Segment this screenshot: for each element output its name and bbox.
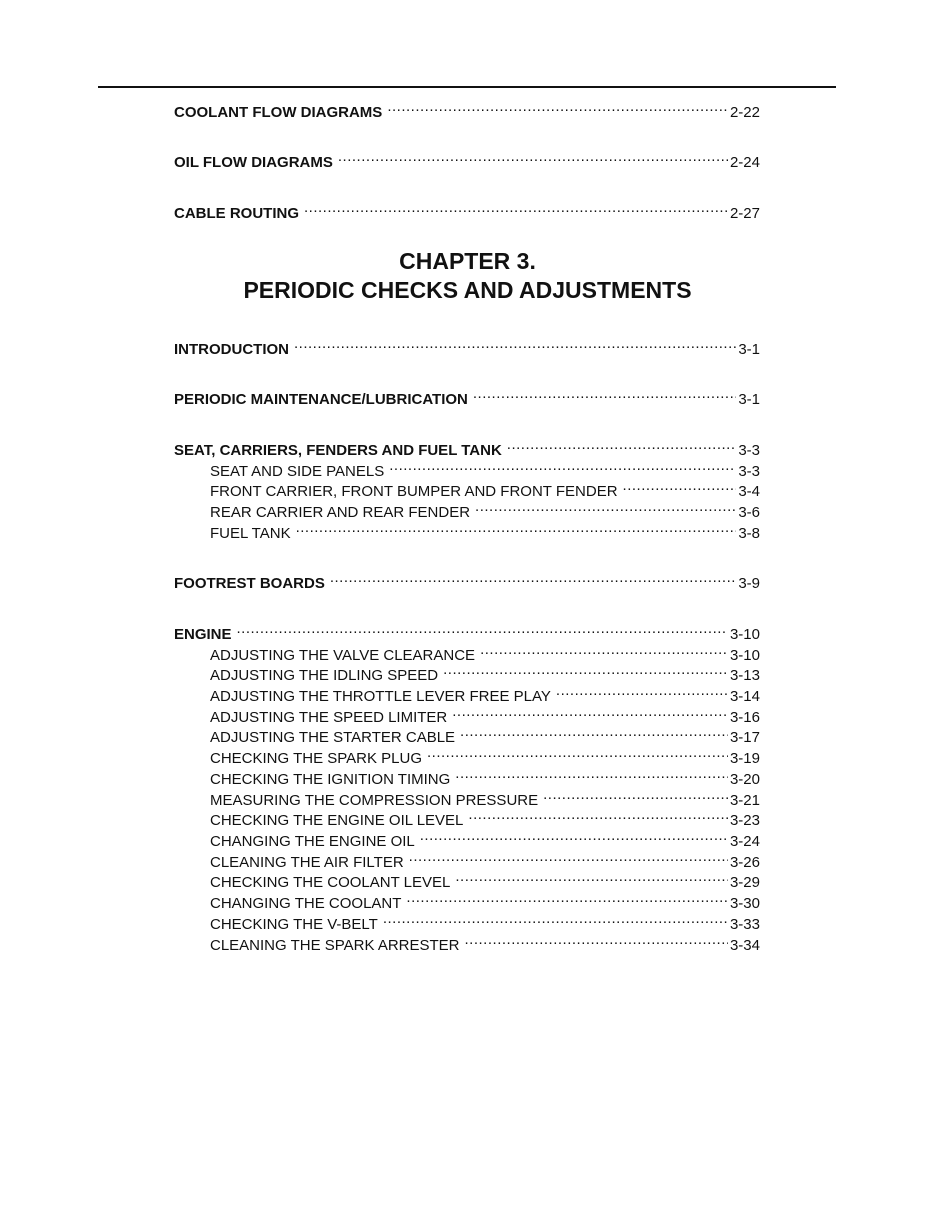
dot-leader	[623, 476, 737, 496]
toc-section-engine[interactable]	[174, 619, 760, 643]
toc-section-page: 3-1	[738, 341, 760, 358]
toc-subentry-page: 3-4	[738, 483, 760, 500]
toc-entry-title: COOLANT FLOW DIAGRAMS	[174, 104, 383, 121]
toc-subentry-title: CLEANING THE SPARK ARRESTER	[210, 937, 460, 954]
dot-leader	[338, 147, 728, 167]
toc-subentry-page: 3-30	[729, 895, 760, 912]
toc-subentry-title: CHANGING THE COOLANT	[210, 895, 402, 912]
toc-section-page: 3-3	[738, 442, 760, 459]
toc-section-title: FOOTREST BOARDS	[174, 575, 325, 592]
dot-leader	[296, 518, 737, 538]
toc-subentry[interactable]	[210, 888, 760, 912]
toc-subentry-page: 3-29	[729, 874, 760, 891]
toc-entry-page: 2-22	[729, 104, 760, 121]
dot-leader	[406, 888, 728, 908]
toc-subentry[interactable]	[210, 930, 760, 954]
toc-subentry-title: FUEL TANK	[210, 525, 291, 542]
toc-subentry-page: 3-33	[729, 916, 760, 933]
dot-leader	[475, 497, 736, 517]
toc-subentry-title: SEAT AND SIDE PANELS	[210, 463, 385, 480]
dot-leader	[465, 930, 728, 950]
dot-leader	[389, 456, 736, 476]
toc-subentry-title: ADJUSTING THE SPEED LIMITER	[210, 709, 448, 726]
toc-subentry-page: 3-8	[738, 525, 760, 542]
dot-leader	[383, 909, 728, 929]
toc-subentry[interactable]	[210, 764, 760, 788]
toc-entry-oil-flow-diagrams[interactable]	[174, 147, 760, 171]
dot-leader	[473, 384, 736, 404]
dot-leader	[420, 826, 728, 846]
toc-section-periodic-maintenance[interactable]	[174, 384, 760, 408]
toc-subentry[interactable]	[210, 847, 760, 871]
toc-section-footrest-boards[interactable]	[174, 568, 760, 592]
toc-subentry-page: 3-6	[738, 504, 760, 521]
dot-leader	[455, 867, 728, 887]
toc-section-page: 3-10	[729, 626, 760, 643]
toc-subentry-page: 3-10	[729, 647, 760, 664]
toc-subentry-page: 3-23	[729, 812, 760, 829]
toc-subentry[interactable]	[210, 867, 760, 891]
top-rule	[98, 86, 836, 88]
dot-leader	[237, 619, 728, 639]
toc-section-page: 3-1	[738, 391, 760, 408]
dot-leader	[294, 334, 736, 354]
toc-subentry-page: 3-21	[729, 792, 760, 809]
toc-section-introduction[interactable]	[174, 334, 760, 358]
toc-subentry-page: 3-3	[738, 463, 760, 480]
toc-subentry[interactable]	[210, 660, 760, 684]
dot-leader	[304, 198, 728, 218]
toc-entry-title: CABLE ROUTING	[174, 205, 299, 222]
toc-section-title: ENGINE	[174, 626, 232, 643]
dot-leader	[507, 435, 737, 455]
dot-leader	[543, 785, 728, 805]
dot-leader	[443, 660, 728, 680]
toc-subentry[interactable]	[210, 702, 760, 726]
toc-subentry[interactable]	[210, 640, 760, 664]
toc-subentry-title: CHECKING THE V-BELT	[210, 916, 378, 933]
toc-section-seat-carriers-fenders[interactable]	[174, 435, 760, 459]
toc-subentry[interactable]	[210, 743, 760, 767]
chapter-number-heading: CHAPTER 3.	[399, 248, 536, 274]
toc-subentry-title: CHECKING THE COOLANT LEVEL	[210, 874, 451, 891]
toc-subentry[interactable]	[210, 785, 760, 809]
toc-subentry[interactable]	[210, 518, 760, 542]
toc-section-title: SEAT, CARRIERS, FENDERS AND FUEL TANK	[174, 442, 502, 459]
toc-subentry-page: 3-19	[729, 750, 760, 767]
toc-subentry-page: 3-13	[729, 667, 760, 684]
dot-leader	[409, 847, 728, 867]
toc-subentry-page: 3-34	[729, 937, 760, 954]
toc-subentry-title: MEASURING THE COMPRESSION PRESSURE	[210, 792, 539, 809]
dot-leader	[452, 702, 728, 722]
toc-subentry-title: ADJUSTING THE VALVE CLEARANCE	[210, 647, 476, 664]
toc-entry-page: 2-27	[729, 205, 760, 222]
toc-subentry-page: 3-14	[729, 688, 760, 705]
toc-subentry-title: CHECKING THE IGNITION TIMING	[210, 771, 451, 788]
toc-subentry-page: 3-26	[729, 854, 760, 871]
toc-subentry[interactable]	[210, 909, 760, 933]
toc-section-title: PERIODIC MAINTENANCE/LUBRICATION	[174, 391, 468, 408]
toc-entry-page: 2-24	[729, 154, 760, 171]
dot-leader	[427, 743, 728, 763]
toc-subentry[interactable]	[210, 497, 760, 521]
toc-subentry[interactable]	[210, 722, 760, 746]
chapter-title-heading: PERIODIC CHECKS AND ADJUSTMENTS	[243, 277, 692, 303]
toc-subentry[interactable]	[210, 681, 760, 705]
toc-subentry-title: ADJUSTING THE IDLING SPEED	[210, 667, 439, 684]
dot-leader	[330, 568, 736, 588]
dot-leader	[455, 764, 728, 784]
toc-entry-title: OIL FLOW DIAGRAMS	[174, 154, 333, 171]
toc-subentry-page: 3-20	[729, 771, 760, 788]
dot-leader	[387, 97, 728, 117]
toc-subentry-title: CLEANING THE AIR FILTER	[210, 854, 404, 871]
toc-subentry-page: 3-17	[729, 729, 760, 746]
toc-subentry-title: CHECKING THE ENGINE OIL LEVEL	[210, 812, 464, 829]
toc-subentry[interactable]	[210, 456, 760, 480]
toc-section-page: 3-9	[738, 575, 760, 592]
toc-subentry-title: ADJUSTING THE STARTER CABLE	[210, 729, 456, 746]
toc-subentry-title: REAR CARRIER AND REAR FENDER	[210, 504, 471, 521]
toc-entry-coolant-flow-diagrams[interactable]	[174, 97, 760, 121]
dot-leader	[556, 681, 728, 701]
toc-subentry[interactable]	[210, 476, 760, 500]
toc-subentry-title: FRONT CARRIER, FRONT BUMPER AND FRONT FENDER	[210, 483, 618, 500]
toc-entry-cable-routing[interactable]	[174, 198, 760, 222]
toc-section-title: INTRODUCTION	[174, 341, 289, 358]
toc-subentry-page: 3-24	[729, 833, 760, 850]
toc-subentry-page: 3-16	[729, 709, 760, 726]
dot-leader	[468, 805, 728, 825]
toc-subentry[interactable]	[210, 826, 760, 850]
toc-subentry-title: CHANGING THE ENGINE OIL	[210, 833, 415, 850]
dot-leader	[460, 722, 728, 742]
dot-leader	[480, 640, 728, 660]
toc-subentry-title: CHECKING THE SPARK PLUG	[210, 750, 422, 767]
toc-subentry-title: ADJUSTING THE THROTTLE LEVER FREE PLAY	[210, 688, 551, 705]
toc-subentry[interactable]	[210, 805, 760, 829]
